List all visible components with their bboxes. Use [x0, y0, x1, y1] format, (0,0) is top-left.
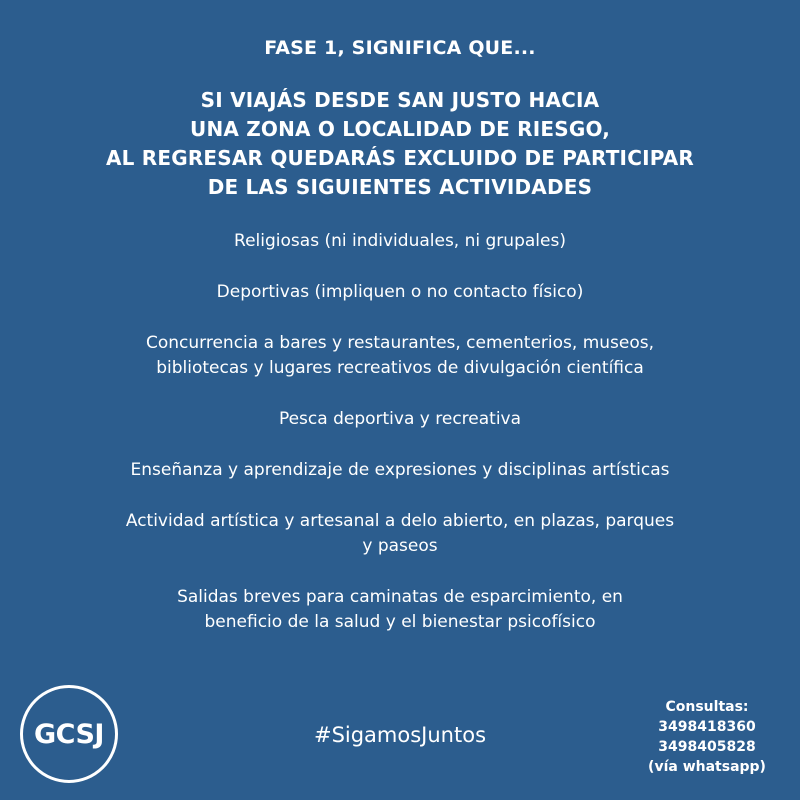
activity-text: y paseos: [362, 536, 438, 556]
activity-list: [60, 229, 740, 661]
hashtag: #SigamosJuntos: [313, 723, 487, 747]
gcsj-logo: [20, 685, 118, 783]
logo-text: GCSJ: [34, 718, 104, 750]
activity-item-pesca: [60, 407, 740, 432]
headline-line: SI VIAJÁS DESDE SAN JUSTO HACIA: [200, 88, 600, 112]
contact-info: [632, 697, 782, 777]
activity-text: bibliotecas y lugares recreativos de divulgación científica: [156, 358, 644, 378]
headline: [0, 86, 800, 202]
phase-title: FASE 1, SIGNIFICA QUE...: [264, 37, 536, 59]
contact-label: Consultas:: [665, 699, 749, 715]
activity-text: beneficio de la salud y el bienestar psicofísico: [204, 612, 596, 632]
activity-text: Deportivas (impliquen o no contacto físico): [216, 282, 584, 302]
headline-line: UNA ZONA O LOCALIDAD DE RIESGO,: [190, 117, 610, 141]
activity-item-salidas: [60, 585, 740, 635]
activity-text: Concurrencia a bares y restaurantes, cementerios, museos,: [146, 333, 654, 353]
activity-text: Pesca deportiva y recreativa: [278, 409, 522, 429]
activity-text: Enseñanza y aprendizaje de expresiones y disciplinas artísticas: [130, 460, 670, 480]
activity-text: Religiosas (ni individuales, ni grupales): [234, 231, 566, 251]
contact-phone: 3498418360: [658, 719, 756, 735]
activity-text: Salidas breves para caminatas de esparcimiento, en: [177, 587, 623, 607]
activity-item-religiosas: [60, 229, 740, 254]
activity-item-artistica: [60, 509, 740, 559]
activity-item-ensenanza: [60, 458, 740, 483]
activity-text: Actividad artística y artesanal a delo abierto, en plazas, parques: [125, 511, 675, 531]
activity-item-deportivas: [60, 280, 740, 305]
headline-line: DE LAS SIGUIENTES ACTIVIDADES: [207, 175, 593, 199]
contact-phone: 3498405828: [658, 739, 756, 755]
headline-line: AL REGRESAR QUEDARÁS EXCLUIDO DE PARTICIPAR: [105, 146, 695, 170]
activity-item-concurrencia: [60, 331, 740, 381]
contact-note: (vía whatsapp): [648, 759, 766, 775]
